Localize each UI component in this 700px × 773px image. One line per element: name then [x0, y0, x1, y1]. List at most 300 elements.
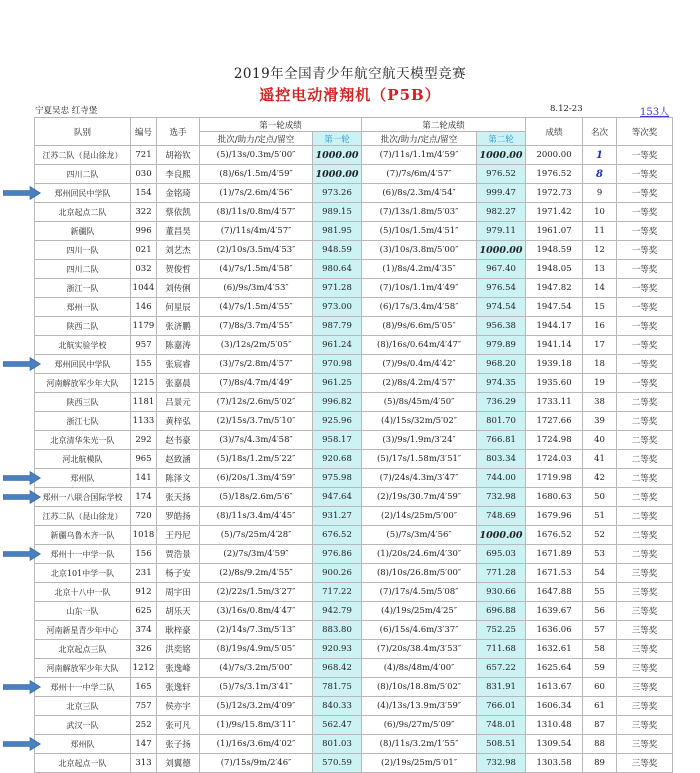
cell-rank: 8: [583, 165, 617, 184]
cell-total: 1679.96: [526, 507, 583, 526]
cell-round2-score: 976.52: [477, 165, 526, 184]
cell-award: 三等奖: [617, 735, 673, 754]
cell-total: 1724.98: [526, 431, 583, 450]
cell-round2-detail: (1)/20s/24.6m/4′30″: [362, 545, 477, 564]
cell-award: 一等奖: [617, 317, 673, 336]
cell-round2-detail: (2)/8s/4.2m/4′57″: [362, 374, 477, 393]
cell-award: 一等奖: [617, 146, 673, 165]
cell-award: 三等奖: [617, 754, 673, 773]
cell-athlete: 刘艺杰: [157, 241, 200, 260]
cell-total: 1947.54: [526, 298, 583, 317]
header-round2-detail: 批次/助力/定点/留空: [362, 132, 477, 146]
cell-athlete: 张宸睿: [157, 355, 200, 374]
cell-award: 三等奖: [617, 564, 673, 583]
cell-round2-score: 956.38: [477, 317, 526, 336]
cell-round2-detail: (4)/15s/32m/5′02″: [362, 412, 477, 431]
cell-id: 965: [131, 450, 157, 469]
cell-round2-detail: (1)/8s/4.2m/4′35″: [362, 260, 477, 279]
cell-round2-detail: (7)/13s/1.8m/5′03″: [362, 203, 477, 222]
cell-total: 1680.63: [526, 488, 583, 507]
cell-rank: 61: [583, 697, 617, 716]
table-row: [35, 355, 673, 374]
table-row: [35, 184, 673, 203]
cell-round1-score: 840.33: [313, 697, 362, 716]
cell-award: 一等奖: [617, 279, 673, 298]
cell-round2-detail: (7)/9s/0.4m/4′42″: [362, 355, 477, 374]
cell-round1-score: 570.59: [313, 754, 362, 773]
cell-team: 江苏二队（昆山徐龙）: [35, 146, 131, 165]
cell-total: 1733.11: [526, 393, 583, 412]
cell-round2-detail: (7)/10s/1.1m/4′49″: [362, 279, 477, 298]
cell-rank: 57: [583, 621, 617, 640]
cell-total: 1606.34: [526, 697, 583, 716]
cell-team: 北京起点二队: [35, 203, 131, 222]
cell-total: 1724.03: [526, 450, 583, 469]
cell-round1-score: 1000.00: [313, 146, 362, 165]
cell-round2-detail: (8)/10s/26.8m/5′00″: [362, 564, 477, 583]
cell-team: 河南解放军少年大队: [35, 659, 131, 678]
cell-id: 154: [131, 184, 157, 203]
cell-round1-detail: (7)/8s/4.7m/4′49″: [200, 374, 313, 393]
cell-round1-detail: (5)/13s/0.3m/5′00″: [200, 146, 313, 165]
table-row: [35, 697, 673, 716]
table-row: [35, 374, 673, 393]
cell-team: 武汉一队: [35, 716, 131, 735]
cell-round2-detail: (5)/10s/1.5m/4′51″: [362, 222, 477, 241]
cell-round2-score: 1000.00: [477, 146, 526, 165]
cell-round1-score: 961.25: [313, 374, 362, 393]
cell-id: 322: [131, 203, 157, 222]
cell-rank: 1: [583, 146, 617, 165]
cell-round2-score: 771.28: [477, 564, 526, 583]
cell-round2-detail: (6)/15s/4.6m/3′37″: [362, 621, 477, 640]
cell-id: 957: [131, 336, 157, 355]
date-label: 8.12-23: [550, 104, 583, 114]
cell-rank: 18: [583, 355, 617, 374]
cell-round1-detail: (7)/12s/2.6m/5′02″: [200, 393, 313, 412]
table-row: [35, 393, 673, 412]
cell-athlete: 吕景元: [157, 393, 200, 412]
cell-round1-score: 676.52: [313, 526, 362, 545]
cell-round2-detail: (7)/24s/4.3m/3′47″: [362, 469, 477, 488]
cell-id: 030: [131, 165, 157, 184]
cell-round1-detail: (6)/9s/3m/4′53″: [200, 279, 313, 298]
cell-total: 1941.14: [526, 336, 583, 355]
cell-round1-detail: (2)/10s/3.5m/4′53″: [200, 241, 313, 260]
cell-round1-score: 976.86: [313, 545, 362, 564]
cell-round1-score: 975.98: [313, 469, 362, 488]
cell-round2-score: 766.01: [477, 697, 526, 716]
table-row: [35, 545, 673, 564]
cell-id: 625: [131, 602, 157, 621]
cell-round2-score: 732.98: [477, 488, 526, 507]
cell-round1-detail: (4)/7s/1.5m/4′55″: [200, 298, 313, 317]
cell-team: 四川一队: [35, 241, 131, 260]
cell-round2-detail: (5)/17s/1.58m/3′51″: [362, 450, 477, 469]
cell-round1-detail: (1)/7s/2.6m/4′56″: [200, 184, 313, 203]
cell-id: 912: [131, 583, 157, 602]
cell-total: 1976.52: [526, 165, 583, 184]
cell-total: 1639.67: [526, 602, 583, 621]
venue-label: 宁夏吴忠 红寺堡: [35, 106, 98, 116]
cell-id: 720: [131, 507, 157, 526]
cell-round2-score: 979.89: [477, 336, 526, 355]
cell-award: 二等奖: [617, 545, 673, 564]
cell-athlete: 侯亦宇: [157, 697, 200, 716]
header-id: 编号: [131, 118, 157, 146]
cell-rank: 19: [583, 374, 617, 393]
cell-round2-score: 744.00: [477, 469, 526, 488]
table-row: [35, 469, 673, 488]
cell-award: 二等奖: [617, 507, 673, 526]
cell-round2-score: 748.69: [477, 507, 526, 526]
cell-team: 郑州十一中学一队: [35, 545, 131, 564]
cell-award: 三等奖: [617, 678, 673, 697]
cell-id: 155: [131, 355, 157, 374]
table-row: [35, 735, 673, 754]
cell-award: 一等奖: [617, 336, 673, 355]
table-row: [35, 298, 673, 317]
cell-rank: 56: [583, 602, 617, 621]
cell-team: 郑州一八联合国际学校: [35, 488, 131, 507]
cell-round2-score: 752.25: [477, 621, 526, 640]
cell-round1-detail: (5)/18s/2.6m/5′6″: [200, 488, 313, 507]
cell-rank: 17: [583, 336, 617, 355]
cell-id: 1212: [131, 659, 157, 678]
table-row: [35, 583, 673, 602]
cell-rank: 52: [583, 526, 617, 545]
cell-team: 郑州队: [35, 469, 131, 488]
cell-team: 北京起点三队: [35, 640, 131, 659]
cell-athlete: 王丹尼: [157, 526, 200, 545]
cell-round1-score: 980.64: [313, 260, 362, 279]
cell-id: 165: [131, 678, 157, 697]
cell-round2-score: 976.54: [477, 279, 526, 298]
cell-team: 浙江一队: [35, 279, 131, 298]
cell-team: 北京三队: [35, 697, 131, 716]
cell-total: 1310.48: [526, 716, 583, 735]
cell-total: 1303.58: [526, 754, 583, 773]
cell-athlete: 张嘉晨: [157, 374, 200, 393]
cell-id: 1133: [131, 412, 157, 431]
cell-round1-score: 942.79: [313, 602, 362, 621]
cell-team: 郑州队: [35, 735, 131, 754]
cell-id: 757: [131, 697, 157, 716]
cell-athlete: 周宇田: [157, 583, 200, 602]
cell-athlete: 李良熙: [157, 165, 200, 184]
cell-round1-score: 973.26: [313, 184, 362, 203]
table-row: [35, 412, 673, 431]
cell-round1-detail: (3)/16s/0.8m/4′47″: [200, 602, 313, 621]
cell-round1-score: 989.15: [313, 203, 362, 222]
cell-round1-score: 931.27: [313, 507, 362, 526]
cell-round1-score: 1000.00: [313, 165, 362, 184]
cell-rank: 87: [583, 716, 617, 735]
cell-award: 二等奖: [617, 526, 673, 545]
cell-round2-score: 979.11: [477, 222, 526, 241]
cell-athlete: 罗皓扬: [157, 507, 200, 526]
cell-team: 四川二队: [35, 165, 131, 184]
cell-athlete: 刘传俐: [157, 279, 200, 298]
cell-rank: 10: [583, 203, 617, 222]
cell-round2-detail: (7)/20s/38.4m/3′53″: [362, 640, 477, 659]
header-athlete: 选手: [157, 118, 200, 146]
cell-award: 二等奖: [617, 431, 673, 450]
cell-round1-score: 958.17: [313, 431, 362, 450]
cell-round1-detail: (2)/14s/7.3m/5′13″: [200, 621, 313, 640]
cell-rank: 60: [583, 678, 617, 697]
cell-round1-detail: (2)/15s/3.7m/5′10″: [200, 412, 313, 431]
cell-round1-score: 987.79: [313, 317, 362, 336]
cell-round1-score: 920.68: [313, 450, 362, 469]
cell-id: 146: [131, 298, 157, 317]
table-row: [35, 203, 673, 222]
cell-award: 一等奖: [617, 298, 673, 317]
cell-round1-detail: (8)/19s/4.9m/5′05″: [200, 640, 313, 659]
cell-round1-detail: (3)/7s/4.3m/4′58″: [200, 431, 313, 450]
cell-round2-score: 803.34: [477, 450, 526, 469]
cell-round1-score: 981.95: [313, 222, 362, 241]
cell-award: 三等奖: [617, 640, 673, 659]
cell-round2-score: 1000.00: [477, 241, 526, 260]
cell-award: 三等奖: [617, 602, 673, 621]
cell-award: 三等奖: [617, 659, 673, 678]
cell-total: 1944.17: [526, 317, 583, 336]
cell-total: 1309.54: [526, 735, 583, 754]
cell-round1-score: 920.93: [313, 640, 362, 659]
header-round2-score: 第二轮: [477, 132, 526, 146]
cell-total: 1948.59: [526, 241, 583, 260]
table-row: [35, 450, 673, 469]
table-row: [35, 431, 673, 450]
cell-round1-detail: (5)/18s/1.2m/5′22″: [200, 450, 313, 469]
cell-rank: 41: [583, 450, 617, 469]
cell-team: 新疆队: [35, 222, 131, 241]
cell-athlete: 胡乐天: [157, 602, 200, 621]
cell-round2-detail: (3)/10s/3.8m/5′00″: [362, 241, 477, 260]
cell-team: 郑州一队: [35, 298, 131, 317]
cell-round2-score: 696.88: [477, 602, 526, 621]
cell-rank: 51: [583, 507, 617, 526]
table-row: [35, 165, 673, 184]
cell-id: 1181: [131, 393, 157, 412]
cell-round1-detail: (2)/8s/9.2m/4′55″: [200, 564, 313, 583]
header-award: 等次奖: [617, 118, 673, 146]
table-row: [35, 754, 673, 773]
cell-round2-score: 974.35: [477, 374, 526, 393]
cell-athlete: 胡裕钦: [157, 146, 200, 165]
cell-team: 浙江七队: [35, 412, 131, 431]
cell-round2-detail: (5)/7s/3m/4′56″: [362, 526, 477, 545]
cell-id: 174: [131, 488, 157, 507]
header-rank: 名次: [583, 118, 617, 146]
cell-team: 新疆乌鲁木齐一队: [35, 526, 131, 545]
cell-award: 三等奖: [617, 716, 673, 735]
table-row: [35, 602, 673, 621]
cell-round1-detail: (3)/7s/2.8m/4′57″: [200, 355, 313, 374]
table-row: [35, 222, 673, 241]
cell-round2-detail: (6)/17s/3.4m/4′58″: [362, 298, 477, 317]
highlight-arrow-icon: [3, 357, 41, 371]
cell-award: 一等奖: [617, 203, 673, 222]
table-row: [35, 526, 673, 545]
cell-total: 1935.60: [526, 374, 583, 393]
cell-round2-detail: (5)/8s/45m/4′50″: [362, 393, 477, 412]
cell-round1-score: 971.28: [313, 279, 362, 298]
cell-round2-score: 930.66: [477, 583, 526, 602]
cell-team: 北京起点一队: [35, 754, 131, 773]
cell-team: 河南解放军少年大队: [35, 374, 131, 393]
cell-id: 1044: [131, 279, 157, 298]
cell-round1-detail: (7)/15s/9m/2′46″: [200, 754, 313, 773]
header-total: 成绩: [526, 118, 583, 146]
cell-id: 313: [131, 754, 157, 773]
results-body: [35, 146, 673, 773]
header-round1: 第一轮成绩: [200, 118, 362, 132]
cell-round2-detail: (8)/10s/18.8m/5′02″: [362, 678, 477, 697]
cell-team: 北京十八中一队: [35, 583, 131, 602]
cell-round2-detail: (8)/16s/0.64m/4′47″: [362, 336, 477, 355]
cell-award: 一等奖: [617, 241, 673, 260]
cell-athlete: 耿梓豪: [157, 621, 200, 640]
cell-round2-detail: (7)/11s/1.1m/4′59″: [362, 146, 477, 165]
cell-round1-score: 970.98: [313, 355, 362, 374]
cell-total: 1671.89: [526, 545, 583, 564]
cell-rank: 14: [583, 279, 617, 298]
cell-round1-detail: (1)/16s/3.6m/4′02″: [200, 735, 313, 754]
cell-round1-score: 961.24: [313, 336, 362, 355]
cell-athlete: 蔡依凯: [157, 203, 200, 222]
cell-id: 032: [131, 260, 157, 279]
cell-total: 1625.64: [526, 659, 583, 678]
cell-id: 1179: [131, 317, 157, 336]
cell-rank: 16: [583, 317, 617, 336]
table-row: [35, 317, 673, 336]
cell-round1-score: 562.47: [313, 716, 362, 735]
cell-round2-score: 732.98: [477, 754, 526, 773]
cell-round2-score: 711.68: [477, 640, 526, 659]
cell-round2-detail: (4)/19s/25m/4′25″: [362, 602, 477, 621]
cell-team: 江苏二队（昆山徐龙）: [35, 507, 131, 526]
cell-team: 河南新星青少年中心: [35, 621, 131, 640]
cell-rank: 38: [583, 393, 617, 412]
cell-round2-score: 748.01: [477, 716, 526, 735]
cell-athlete: 陈泽文: [157, 469, 200, 488]
cell-round1-score: 883.80: [313, 621, 362, 640]
cell-athlete: 赵书豪: [157, 431, 200, 450]
cell-award: 一等奖: [617, 165, 673, 184]
cell-round1-score: 717.22: [313, 583, 362, 602]
cell-athlete: 张可凡: [157, 716, 200, 735]
cell-id: 1018: [131, 526, 157, 545]
cell-total: 1719.98: [526, 469, 583, 488]
cell-team: 陕西三队: [35, 393, 131, 412]
table-row: [35, 507, 673, 526]
event-subtitle: 遥控电动滑翔机（P5B）: [259, 86, 441, 104]
cell-rank: 15: [583, 298, 617, 317]
cell-team: 郑州回民中学队: [35, 184, 131, 203]
cell-total: 1948.05: [526, 260, 583, 279]
cell-round2-score: 766.81: [477, 431, 526, 450]
cell-total: 1636.06: [526, 621, 583, 640]
cell-id: 231: [131, 564, 157, 583]
cell-id: 1215: [131, 374, 157, 393]
highlight-arrow-icon: [3, 737, 41, 751]
cell-id: 252: [131, 716, 157, 735]
cell-total: 1727.66: [526, 412, 583, 431]
cell-round1-detail: (6)/20s/1.3m/4′59″: [200, 469, 313, 488]
cell-round2-detail: (2)/19s/30.7m/4′59″: [362, 488, 477, 507]
cell-id: 721: [131, 146, 157, 165]
highlight-arrow-icon: [3, 490, 41, 504]
cell-round2-detail: (4)/8s/48m/4′00″: [362, 659, 477, 678]
header-round2: 第二轮成绩: [362, 118, 526, 132]
cell-round2-detail: (8)/11s/3.2m/1′55″: [362, 735, 477, 754]
cell-athlete: 贺俊哲: [157, 260, 200, 279]
cell-athlete: 贾浩景: [157, 545, 200, 564]
cell-round2-detail: (7)/7s/6m/4′57″: [362, 165, 477, 184]
cell-round2-score: 736.29: [477, 393, 526, 412]
cell-athlete: 张逸峰: [157, 659, 200, 678]
cell-round2-detail: (2)/14s/25m/5′00″: [362, 507, 477, 526]
cell-rank: 40: [583, 431, 617, 450]
highlight-arrow-icon: [3, 547, 41, 561]
table-row: [35, 621, 673, 640]
cell-round2-score: 1000.00: [477, 526, 526, 545]
cell-athlete: 张子扬: [157, 735, 200, 754]
table-row: [35, 279, 673, 298]
cell-award: 三等奖: [617, 621, 673, 640]
cell-round1-detail: (7)/11s/4m/4′57″: [200, 222, 313, 241]
cell-rank: 54: [583, 564, 617, 583]
cell-round1-detail: (8)/6s/1.5m/4′59″: [200, 165, 313, 184]
participant-count: 153人: [640, 107, 670, 118]
cell-team: 北京清华朱光一队: [35, 431, 131, 450]
cell-rank: 88: [583, 735, 617, 754]
cell-award: 二等奖: [617, 450, 673, 469]
cell-round1-detail: (4)/7s/3.2m/5′00″: [200, 659, 313, 678]
table-row: [35, 146, 673, 165]
cell-total: 2000.00: [526, 146, 583, 165]
cell-award: 一等奖: [617, 222, 673, 241]
cell-id: 326: [131, 640, 157, 659]
table-row: [35, 260, 673, 279]
table-row: [35, 640, 673, 659]
cell-round2-score: 657.22: [477, 659, 526, 678]
cell-athlete: 张逸轩: [157, 678, 200, 697]
cell-id: 374: [131, 621, 157, 640]
cell-round2-score: 974.54: [477, 298, 526, 317]
cell-team: 四川二队: [35, 260, 131, 279]
cell-award: 二等奖: [617, 488, 673, 507]
cell-athlete: 金铭琦: [157, 184, 200, 203]
cell-id: 147: [131, 735, 157, 754]
cell-round2-score: 801.70: [477, 412, 526, 431]
cell-team: 郑州十一中学二队: [35, 678, 131, 697]
cell-round1-detail: (3)/12s/2m/5′05″: [200, 336, 313, 355]
cell-team: 山东一队: [35, 602, 131, 621]
cell-round1-score: 948.59: [313, 241, 362, 260]
cell-team: 郑州回民中学队: [35, 355, 131, 374]
cell-athlete: 黄梓弘: [157, 412, 200, 431]
cell-round2-detail: (6)/9s/27m/5′09″: [362, 716, 477, 735]
cell-total: 1972.73: [526, 184, 583, 203]
cell-id: 021: [131, 241, 157, 260]
cell-rank: 12: [583, 241, 617, 260]
cell-athlete: 张天扬: [157, 488, 200, 507]
table-row: [35, 336, 673, 355]
cell-athlete: 杨子安: [157, 564, 200, 583]
